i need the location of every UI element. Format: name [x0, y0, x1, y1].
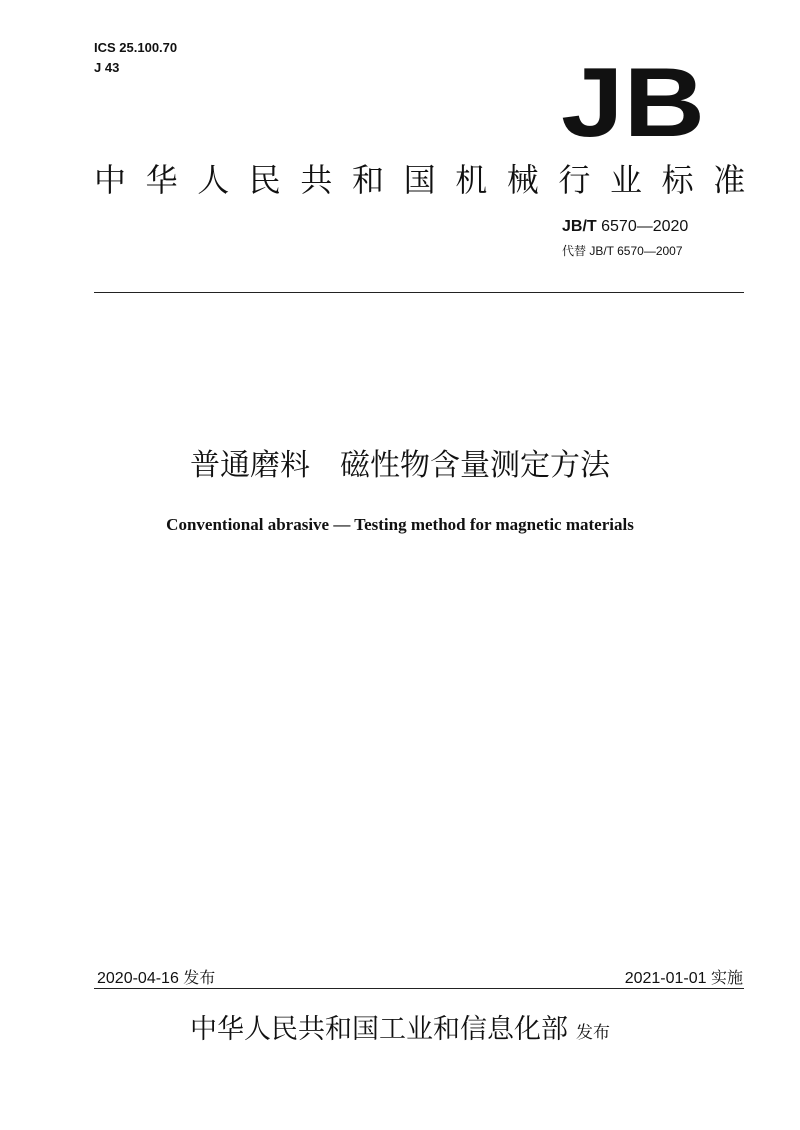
title-english: Conventional abrasive — Testing method for magnetic materials: [166, 515, 634, 534]
replaces-note: 代替 JB/T 6570—2007: [562, 244, 683, 258]
header-divider: [94, 292, 744, 293]
footer-divider: [94, 988, 744, 989]
publisher: [0, 1007, 800, 1046]
implementation-date: 2021-01-01 实施: [624, 970, 743, 987]
standard-number-value: 6570—2020: [596, 218, 689, 235]
jb-logo: [560, 60, 706, 140]
standard-number: [562, 218, 688, 236]
publisher-action: 发布: [576, 1023, 610, 1043]
publisher-name: 中华人民共和国工业和信息化部: [190, 1014, 568, 1045]
standard-number-prefix: JB/T: [562, 218, 597, 235]
org-title: 中华人民共和国机械行业标准: [94, 161, 765, 199]
jb-logo-text: JB: [561, 60, 705, 140]
issue-date: 2020-04-16 发布: [97, 970, 216, 987]
ics-code: ICS 25.100.70: [94, 40, 178, 55]
title-chinese: 普通磨料 磁性物含量测定方法: [190, 448, 610, 483]
ccs-code: J 43: [94, 60, 120, 75]
